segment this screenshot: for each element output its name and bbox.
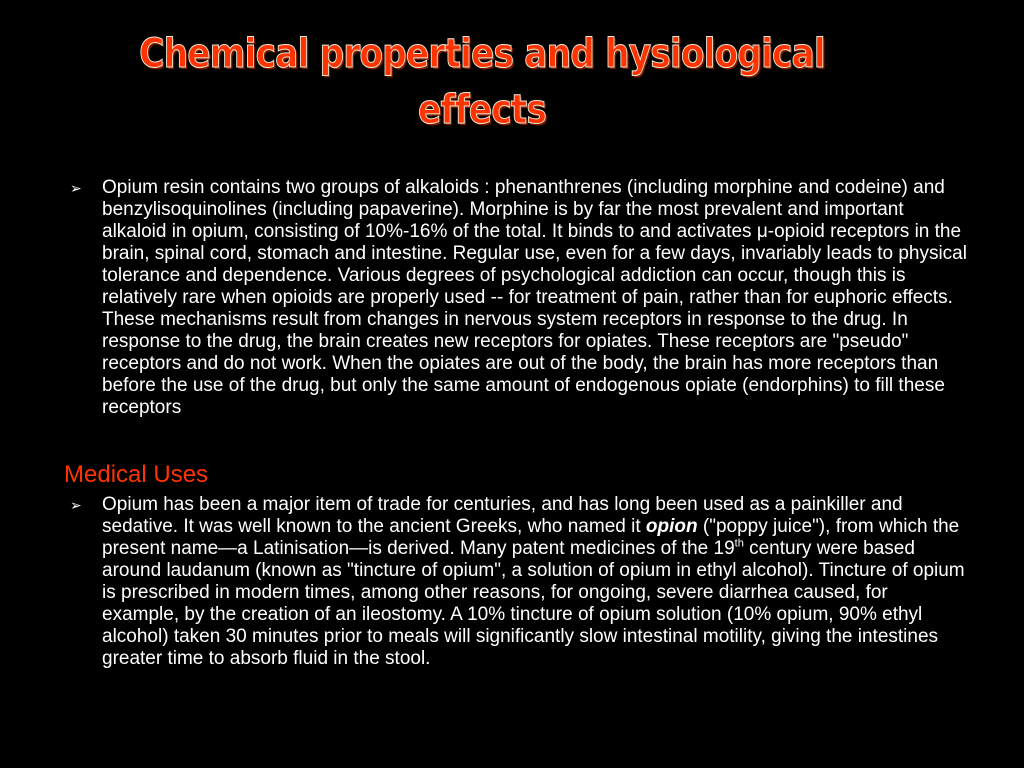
bullet-text-part-2: ("poppy juice"), from which the present name—a Latinisation—is derived. Many patent medicines of the 19 — [102, 516, 960, 559]
slide-content — [64, 177, 969, 670]
slide-title — [67, 26, 896, 138]
section-heading-medical-uses: Medical Uses — [64, 461, 209, 488]
bullet-text-part-1: Opium has been a major item of trade for centuries, and has long been used as a painkiller and sedative. It was well known to the ancient Greeks, who named it — [102, 494, 903, 537]
bullet-medical-uses — [64, 494, 969, 670]
arrow-bullet-icon: ➢ — [70, 180, 82, 196]
superscript-th: th — [734, 537, 744, 550]
title-line-2: effects — [418, 87, 546, 133]
bullet-chemical-properties — [64, 177, 969, 419]
arrow-bullet-icon: ➢ — [70, 497, 82, 513]
term-opion: opion — [645, 516, 698, 537]
bullet-text: Opium resin contains two groups of alkaloids : phenanthrenes (including morphine and codeine) and benzylisoquinolines (including papaverine). Morphine is by far the most prevalent and important alkaloid in opium, consisting of 10%-16% of the total. It binds to and activates μ-opioid receptors in the brain, spinal cord, stomach and intestine. Regular use, even for a few days, invariably leads to physical tolerance and dependence. Various degrees of psychological addiction can occur, though this is relatively rare when opioids are properly used -- for treatment of pain, rather than for euphoric effects. These mechanisms result from changes in nervous system receptors in response to the drug. In response to the drug, the brain creates new receptors for opiates. These receptors are "pseudo" receptors and do not work. When the opiates are out of the body, the brain has more receptors than before the use of the drug, but only the same amount of endogenous opiate (endorphins) to fill these receptors — [102, 177, 967, 418]
title-line-1: Chemical properties and hysiological — [139, 31, 825, 77]
bullet-text-part-3: century were based around laudanum (known as "tincture of opium", a solution of opium in ethyl alcohol). Tincture of opium is prescribed in modern times, among other reasons, for ongoing, severe diarrhea caused, for example, by the creation of an ileostomy. A 10% tincture of opium solution (10% opium, 90% ethyl alcohol) taken 30 minutes prior to meals will significantly slow intestinal motility, giving the intestines greater time to absorb fluid in the stool. — [102, 538, 965, 669]
